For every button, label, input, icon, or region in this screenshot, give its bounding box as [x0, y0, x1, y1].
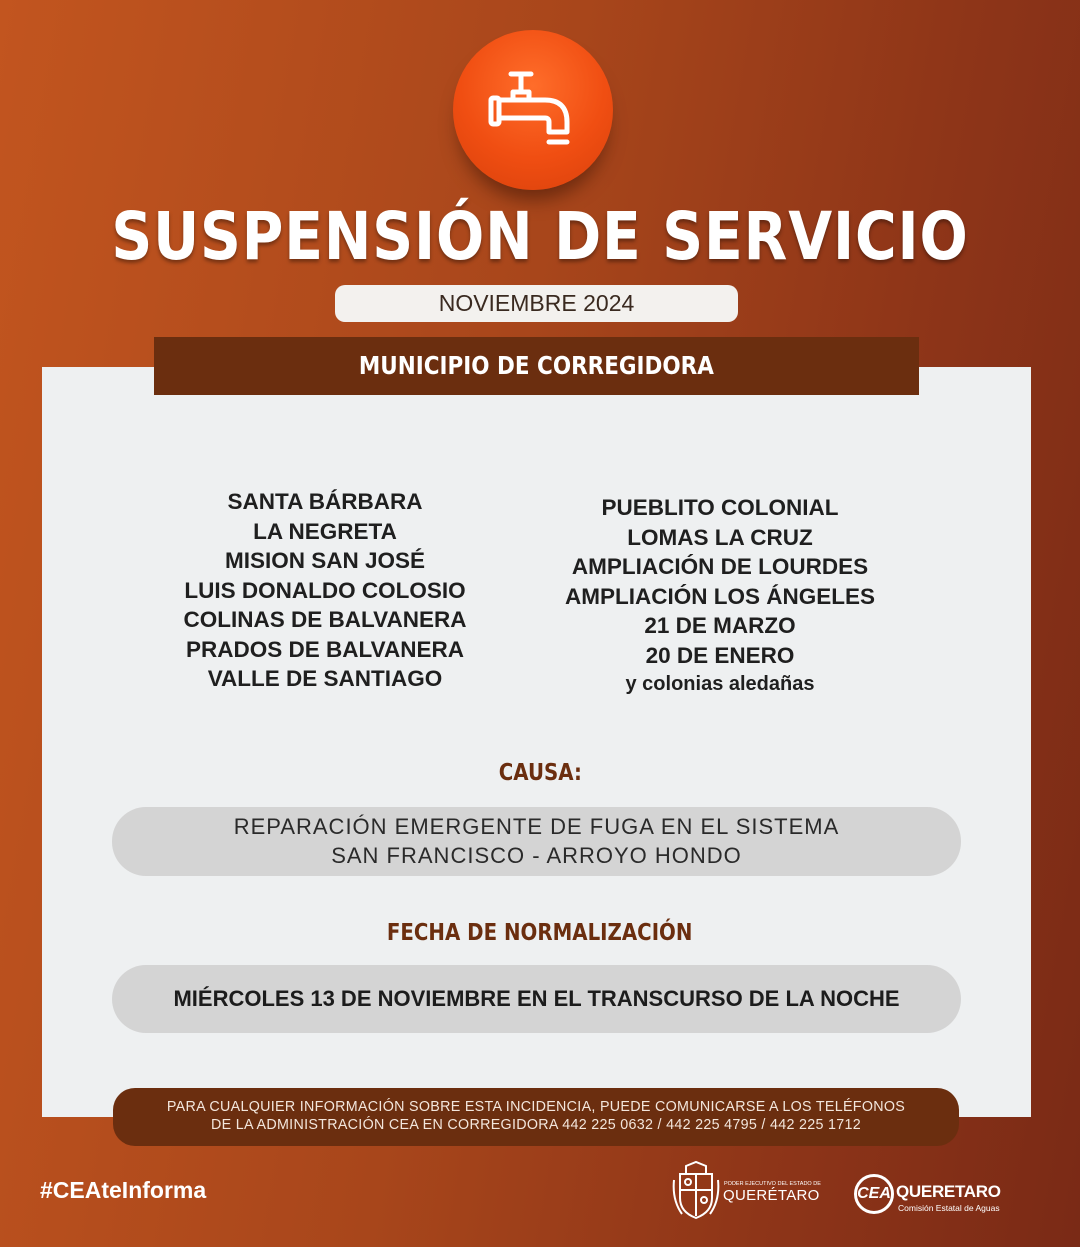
queretaro-seal-icon [672, 1160, 720, 1222]
list-item: LA NEGRETA [253, 518, 397, 544]
municipality-banner [154, 337, 919, 395]
cea-logo [854, 1172, 1014, 1222]
contact-line-1: PARA CUALQUIER INFORMACIÓN SOBRE ESTA INCIDENCIA, PUEDE COMUNICARSE A LOS TELÉFONOS [166, 1099, 906, 1115]
colonias-left-list [150, 487, 500, 694]
cea-name: QUERETARO [896, 1182, 1001, 1201]
cause-heading [0, 760, 1080, 786]
list-item: LUIS DONALDO COLOSIO [184, 577, 466, 603]
cea-badge: CEA [854, 1174, 894, 1214]
cause-line-2: SAN FRANCISCO - ARROYO HONDO [331, 843, 742, 868]
list-item: 21 DE MARZO [644, 613, 796, 638]
date-badge: NOVIEMBRE 2024 [335, 285, 738, 322]
gov-big-label: QUERÉTARO [723, 1187, 820, 1204]
list-item: 20 DE ENERO [645, 642, 795, 668]
contact-line-2: DE LA ADMINISTRACIÓN CEA EN CORREGIDORA 442 225 0632 / 442 225 4795 / 442 225 1712 [210, 1117, 862, 1133]
contact-info-banner [113, 1088, 959, 1146]
gov-small-label: PODER EJECUTIVO DEL ESTADO DE [724, 1181, 821, 1187]
list-item: LOMAS LA CRUZ [627, 524, 813, 550]
list-item: VALLE DE SANTIAGO [207, 666, 443, 691]
list-item: AMPLIACIÓN DE LOURDES [571, 554, 869, 579]
page-title: SUSPENSIÓN DE SERVICIO [111, 198, 969, 275]
list-item: y colonias aledañas [625, 673, 815, 695]
colonias-right-list [540, 493, 900, 700]
list-item: AMPLIACIÓN LOS ÁNGELES [564, 583, 875, 609]
cause-line-1: REPARACIÓN EMERGENTE DE FUGA EN EL SISTEMA [233, 814, 840, 839]
faucet-badge [453, 30, 613, 190]
municipality-label: MUNICIPIO DE CORREGIDORA [359, 351, 714, 380]
list-item: MISION SAN JOSÉ [224, 548, 426, 573]
list-item: PUEBLITO COLONIAL [601, 495, 839, 520]
hashtag: #CEAteInforma [40, 1177, 207, 1203]
list-item: SANTA BÁRBARA [227, 489, 423, 514]
normalization-box: MIÉRCOLES 13 DE NOVIEMBRE EN EL TRANSCURSO DE LA NOCHE [112, 965, 961, 1033]
cause-box [112, 807, 961, 876]
cea-subtitle: Comisión Estatal de Aguas [898, 1203, 1000, 1213]
list-item: COLINAS DE BALVANERA [183, 607, 467, 632]
normalization-heading-text: FECHA DE NORMALIZACIÓN [387, 920, 693, 946]
normalization-heading [0, 920, 1080, 946]
faucet-icon [485, 70, 581, 150]
list-item: PRADOS DE BALVANERA [186, 636, 464, 662]
cause-heading-text: CAUSA: [498, 760, 582, 786]
queretaro-government-logo [672, 1160, 832, 1224]
